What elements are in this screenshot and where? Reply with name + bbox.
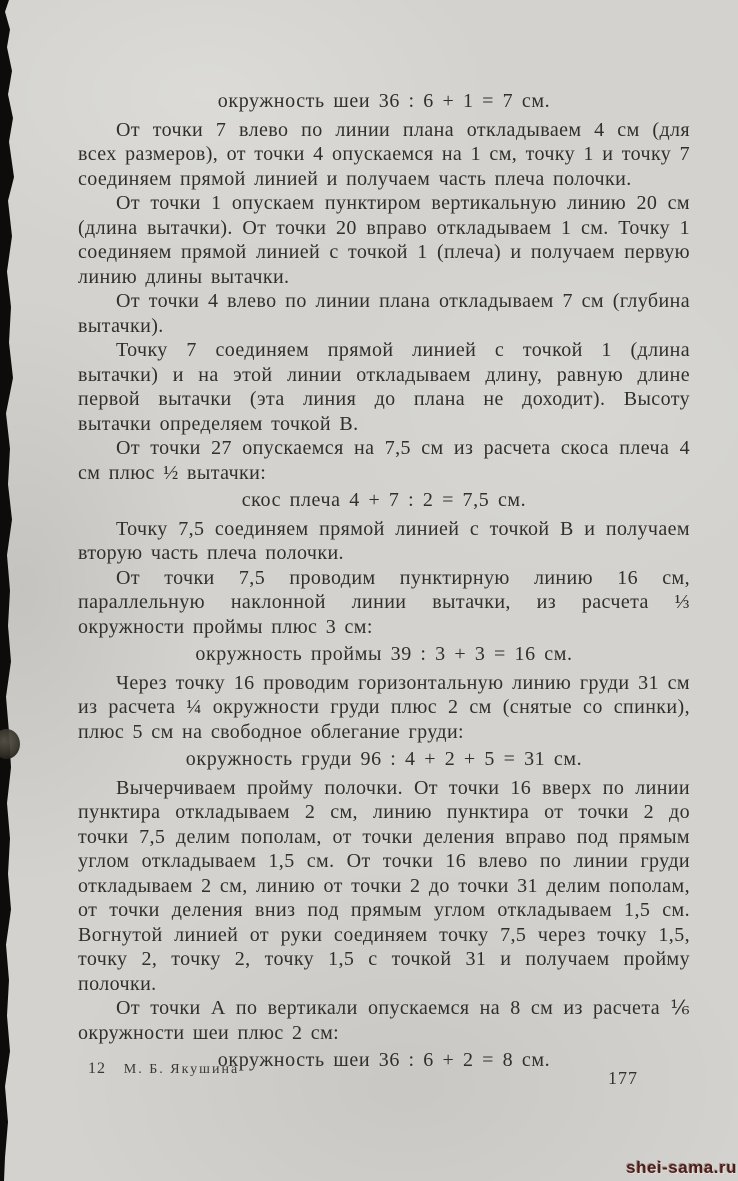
page-footer (88, 1060, 688, 1088)
formula-neck-circumference-2: окружность шеи 36 : 6 + 2 = 8 см. (217, 1049, 551, 1071)
page-body (78, 86, 690, 1077)
ink-blot (0, 729, 20, 759)
scan-edge (0, 0, 16, 1181)
paragraph-armhole-drawing: Вычерчиваем пройму полочки. От точки 16 вверх по линии пунктира откладываем 2 см, линию пунктира от точки 2 до точки 7,5 делим пополам, от точки деления вправо под прямым углом откладываем 1,5 см. От точки 16 влево по линии груди откладываем 2 см, линию от точки 2 до точки 31 делим пополам, от точки деления вниз под прямым углом откладываем 1,5 см. Вогнутой линией от руки соединяем точку 7,5 через точку 1,5, точку 2, точку 2, точку 1,5 с точкой 31 и получаем пройму полочки. (78, 776, 690, 995)
paragraph-dart-height: Точку 7 соединяем прямой линией с точкой 1 (длина вытачки) и на этой линии откладываем длину, равную длине первой вытачки (эта линия до плана не доходит). Высоту вытачки определяем точкой В. (78, 339, 690, 435)
page-number: 177 (608, 1068, 638, 1088)
paragraph-dart-depth: От точки 4 влево по линии плана откладываем 7 см (глубина вытачки). (78, 290, 690, 337)
formula-chest-circumference: окружность груди 96 : 4 + 2 + 5 = 31 см. (185, 748, 583, 770)
printers-signature: 12 (88, 1060, 106, 1077)
paragraph-shoulder-part: От точки 7 влево по линии плана откладываем 4 см (для всех размеров), от точки 4 опускаемся на 1 см, точку 1 и точку 7 соединяем прямой линией и получаем часть плеча полочки. (78, 118, 690, 190)
author-name: М. Б. Якушина (123, 1062, 240, 1077)
paragraph-dotted-line: От точки 7,5 проводим пунктирную линию 16 см, параллельную наклонной линии вытачки, из расчета ⅓ окружности проймы плюс 3 см: (78, 566, 690, 638)
formula-shoulder-slope: скос плеча 4 + 7 : 2 = 7,5 см. (241, 489, 527, 511)
paragraph-chest-line: Через точку 16 проводим горизонтальную линию груди 31 см из расчета ¼ окружности груди плюс 2 см (снятые со спинки), плюс 5 см на свободное облегание груди: (78, 671, 690, 743)
paragraph-point-a: От точки А по вертикали опускаемся на 8 см из расчета ⅙ окружности шеи плюс 2 см: (78, 997, 690, 1044)
paragraph-second-shoulder: Точку 7,5 соединяем прямой линией с точкой В и получаем вторую часть плеча полочки. (78, 517, 690, 564)
formula-armhole: окружность проймы 39 : 3 + 3 = 16 см. (195, 643, 573, 665)
paragraph-shoulder-slope: От точки 27 опускаемся на 7,5 см из расчета скоса плеча 4 см плюс ½ вытачки: (78, 437, 690, 484)
formula-neck-circumference-1: окружность шеи 36 : 6 + 1 = 7 см. (217, 90, 551, 112)
site-watermark: shei-sama.ru (626, 1158, 737, 1177)
paragraph-dart-length: От точки 1 опускаем пунктиром вертикальную линию 20 см (длина вытачки). От точки 20 вправо откладываем 1 см. Точку 1 соединяем прямой линией с точкой 1 (плеча) и получаем первую линию длины вытачки. (78, 192, 690, 288)
